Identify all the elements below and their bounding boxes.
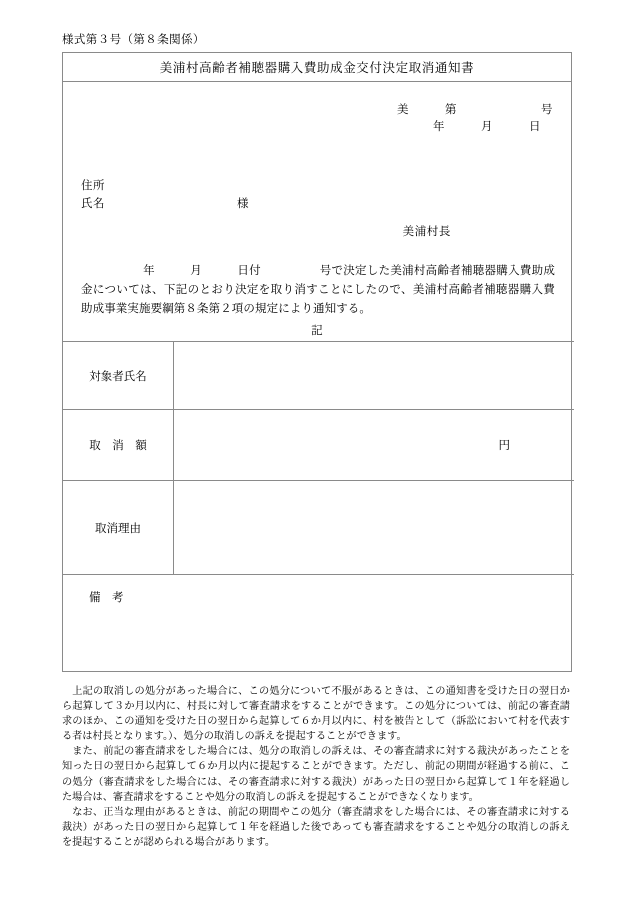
title-band xyxy=(63,53,571,82)
row-label-remarks: 備 考 xyxy=(89,592,124,604)
honorific-label: 様 xyxy=(237,197,249,210)
kiji-marker: 記 xyxy=(311,325,323,337)
table-row xyxy=(63,481,574,575)
row-value-cancel-amount[interactable] xyxy=(174,410,575,481)
body-date-blank: 年 月 日付 号で決定した美浦村高齢者補聴器購入費助成金について xyxy=(81,265,555,296)
row-value-target-name[interactable] xyxy=(174,342,575,410)
preamble-section xyxy=(63,82,571,341)
form-number: 様式第３号（第８条関係） xyxy=(62,34,205,46)
addressee-block xyxy=(81,178,249,213)
row-remarks-cell[interactable] xyxy=(63,575,574,675)
body-rest: は、下記のとおり決定を取り消すことにしたので、美浦村高齢者補聴器購入費助成事業実施要綱第８条第２項の規定により通知する。 xyxy=(81,284,556,315)
appeal-notice xyxy=(62,684,570,850)
name-label: 氏名 xyxy=(81,197,105,210)
yen-unit-label: 円 xyxy=(498,440,510,452)
row-label-cancel-reason: 取消理由 xyxy=(63,481,174,575)
document-number: 美 第 号 xyxy=(397,104,553,116)
row-label-target-name: 対象者氏名 xyxy=(63,342,174,410)
appeal-paragraph-1: 上記の取消しの処分があった場合に、この処分について不服があるときは、この通知書を受けた日の翌日から起算して３か月以内に、村長に対して審査請求をすることができます。この処分については、前記の審査請求のほか、この通知を受けた日の翌日から起算して６か月以内に、村を被告として（訴訟において村を代表する者は村長となります。）、処分の取消しの訴えを提起することができます。 xyxy=(62,686,570,743)
issuer-name: 美浦村長 xyxy=(402,226,451,238)
table-row xyxy=(63,410,574,481)
document-meta xyxy=(63,102,571,136)
notification-frame xyxy=(62,52,572,672)
detail-table xyxy=(63,341,574,674)
document-date: 年 月 日 xyxy=(397,121,541,133)
appeal-paragraph-3: なお、正当な理由があるときは、前記の期間やこの処分（審査請求をした場合には、その審査請求に対する裁決）があった日の翌日から起算して１年を経過した後であっても審査請求をすることや処分の取消しの訴えを提起することが認められる場合があります。 xyxy=(62,806,570,848)
table-row xyxy=(63,575,574,675)
body-text xyxy=(81,262,555,319)
appeal-paragraph-2: また、前記の審査請求をした場合には、処分の取消しの訴えは、その審査請求に対する裁決があったことを知った日の翌日から起算して６か月以内に提起することができます。ただし、前記の期間が経過する前に、この処分（審査請求をした場合には、その審査請求に対する裁決）があった日の翌日から起算して１年を経過した場合は、審査請求をすることや処分の取消しの訴えを提起することができなくなります。 xyxy=(62,746,570,803)
address-label: 住所 xyxy=(81,180,105,192)
page-title: 美浦村高齢者補聴器購入費助成金交付決定取消通知書 xyxy=(159,61,475,75)
table-row xyxy=(63,342,574,410)
row-value-cancel-reason[interactable] xyxy=(174,481,575,575)
row-label-cancel-amount: 取 消 額 xyxy=(63,410,174,481)
